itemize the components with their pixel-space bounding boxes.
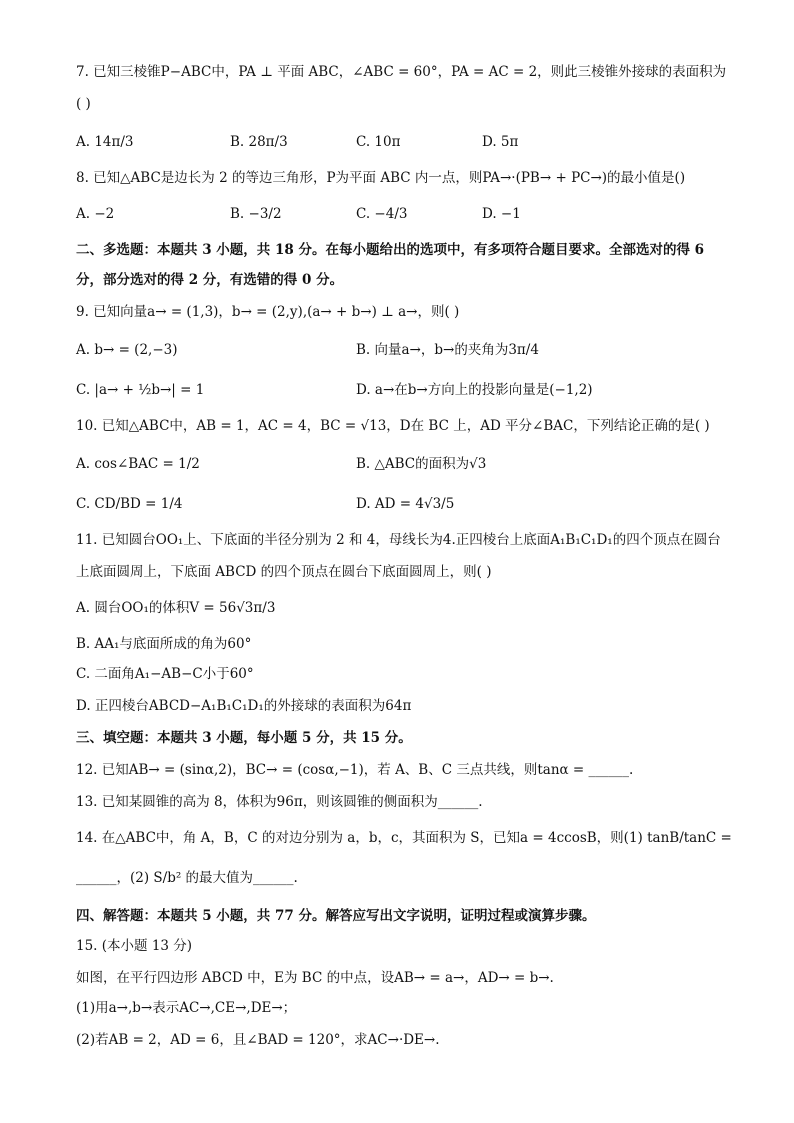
q10-stem: 10. 已知△ABC中，AB = 1，AC = 4，BC = √13，D在 BC 上，AD 平分∠BAC，下列结论正确的是( ) [76,418,710,434]
q9-option-d: D. a→在b→方向上的投影向量是(−1,2) [356,382,593,398]
q13-stem: 13. 已知某圆锥的高为 8，体积为96π，则该圆锥的侧面积为______. [76,794,483,810]
q8-option-b: B. −3/2 [230,206,282,222]
q15-part2: (2)若AB = 2，AD = 6，且∠BAD = 120°，求AC→·DE→. [76,1032,440,1048]
section4-heading: 四、解答题：本题共 5 小题，共 77 分。解答应写出文字说明，证明过程或演算步骤。 [76,908,596,924]
section2-line1: 二、多选题：本题共 3 小题，共 18 分。在每小题给出的选项中，有多项符合题目要求。全部选对的得 6 [76,242,705,258]
q9-stem: 9. 已知向量a→ = (1,3)，b→ = (2,y),(a→ + b→) ⊥ a→，则( ) [76,304,460,320]
q9-option-a: A. b→ = (2,−3) [76,342,178,358]
q11-option-a: A. 圆台OO₁的体积V = 56√3π/3 [76,600,276,616]
q10-option-a: A. cos∠BAC = 1/2 [76,456,200,472]
q10-option-d: D. AD = 4√3/5 [356,496,455,512]
q8-stem: 8. 已知△ABC是边长为 2 的等边三角形，P为平面 ABC 内一点，则PA→·(PB→ + PC→)的最小值是() [76,170,686,186]
q8-option-a: A. −2 [76,206,115,222]
q7-option-b: B. 28π/3 [230,134,288,150]
q7-option-c: C. 10π [356,134,401,150]
q14-stem-line1: 14. 在△ABC中，角 A，B，C 的对边分别为 a，b，c，其面积为 S，已知a = 4ccosB，则(1) tanB/tanC = [76,830,732,846]
q8-option-c: C. −4/3 [356,206,408,222]
q9-option-b: B. 向量a→，b→的夹角为3π/4 [356,342,539,358]
q10-option-b: B. △ABC的面积为√3 [356,456,487,472]
q11-stem-line1: 11. 已知圆台OO₁上、下底面的半径分别为 2 和 4，母线长为4.正四棱台上底面A₁B₁C₁D₁的四个顶点在圆台 [76,532,721,548]
q11-stem-line2: 上底面圆周上，下底面 ABCD 的四个顶点在圆台下底面圆周上，则( ) [76,564,492,580]
section2-line2: 分，部分选对的得 2 分，有选错的得 0 分。 [76,272,344,288]
q8-option-d: D. −1 [482,206,521,222]
q10-option-c: C. CD/BD = 1/4 [76,496,183,512]
q12-stem: 12. 已知AB→ = (sinα,2)，BC→ = (cosα,−1)，若 A、B、C 三点共线，则tanα = ______. [76,762,634,778]
q15-heading: 15. (本小题 13 分) [76,938,193,954]
q7-option-d: D. 5π [482,134,519,150]
section3-heading: 三、填空题：本题共 3 小题，每小题 5 分，共 15 分。 [76,730,412,746]
q7-stem: 7. 已知三棱锥P−ABC中，PA ⊥ 平面 ABC，∠ABC = 60°，PA = AC = 2，则此三棱锥外接球的表面积为 [76,64,727,80]
q7-paren: ( ) [76,96,91,112]
q14-stem-line2: ______，(2) S/b² 的最大值为______. [76,870,298,886]
q7-option-a: A. 14π/3 [76,134,134,150]
q15-part1: (1)用a→,b→表示AC→,CE→,DE→； [76,1000,297,1016]
q9-option-c: C. |a→ + ½b→| = 1 [76,382,205,398]
q15-intro: 如图，在平行四边形 ABCD 中，E为 BC 的中点，设AB→ = a→，AD→ = b→. [76,970,554,986]
q11-option-b: B. AA₁与底面所成的角为60° [76,636,252,652]
q11-option-d: D. 正四棱台ABCD−A₁B₁C₁D₁的外接球的表面积为64π [76,698,412,714]
q11-option-c: C. 二面角A₁−AB−C小于60° [76,666,254,682]
